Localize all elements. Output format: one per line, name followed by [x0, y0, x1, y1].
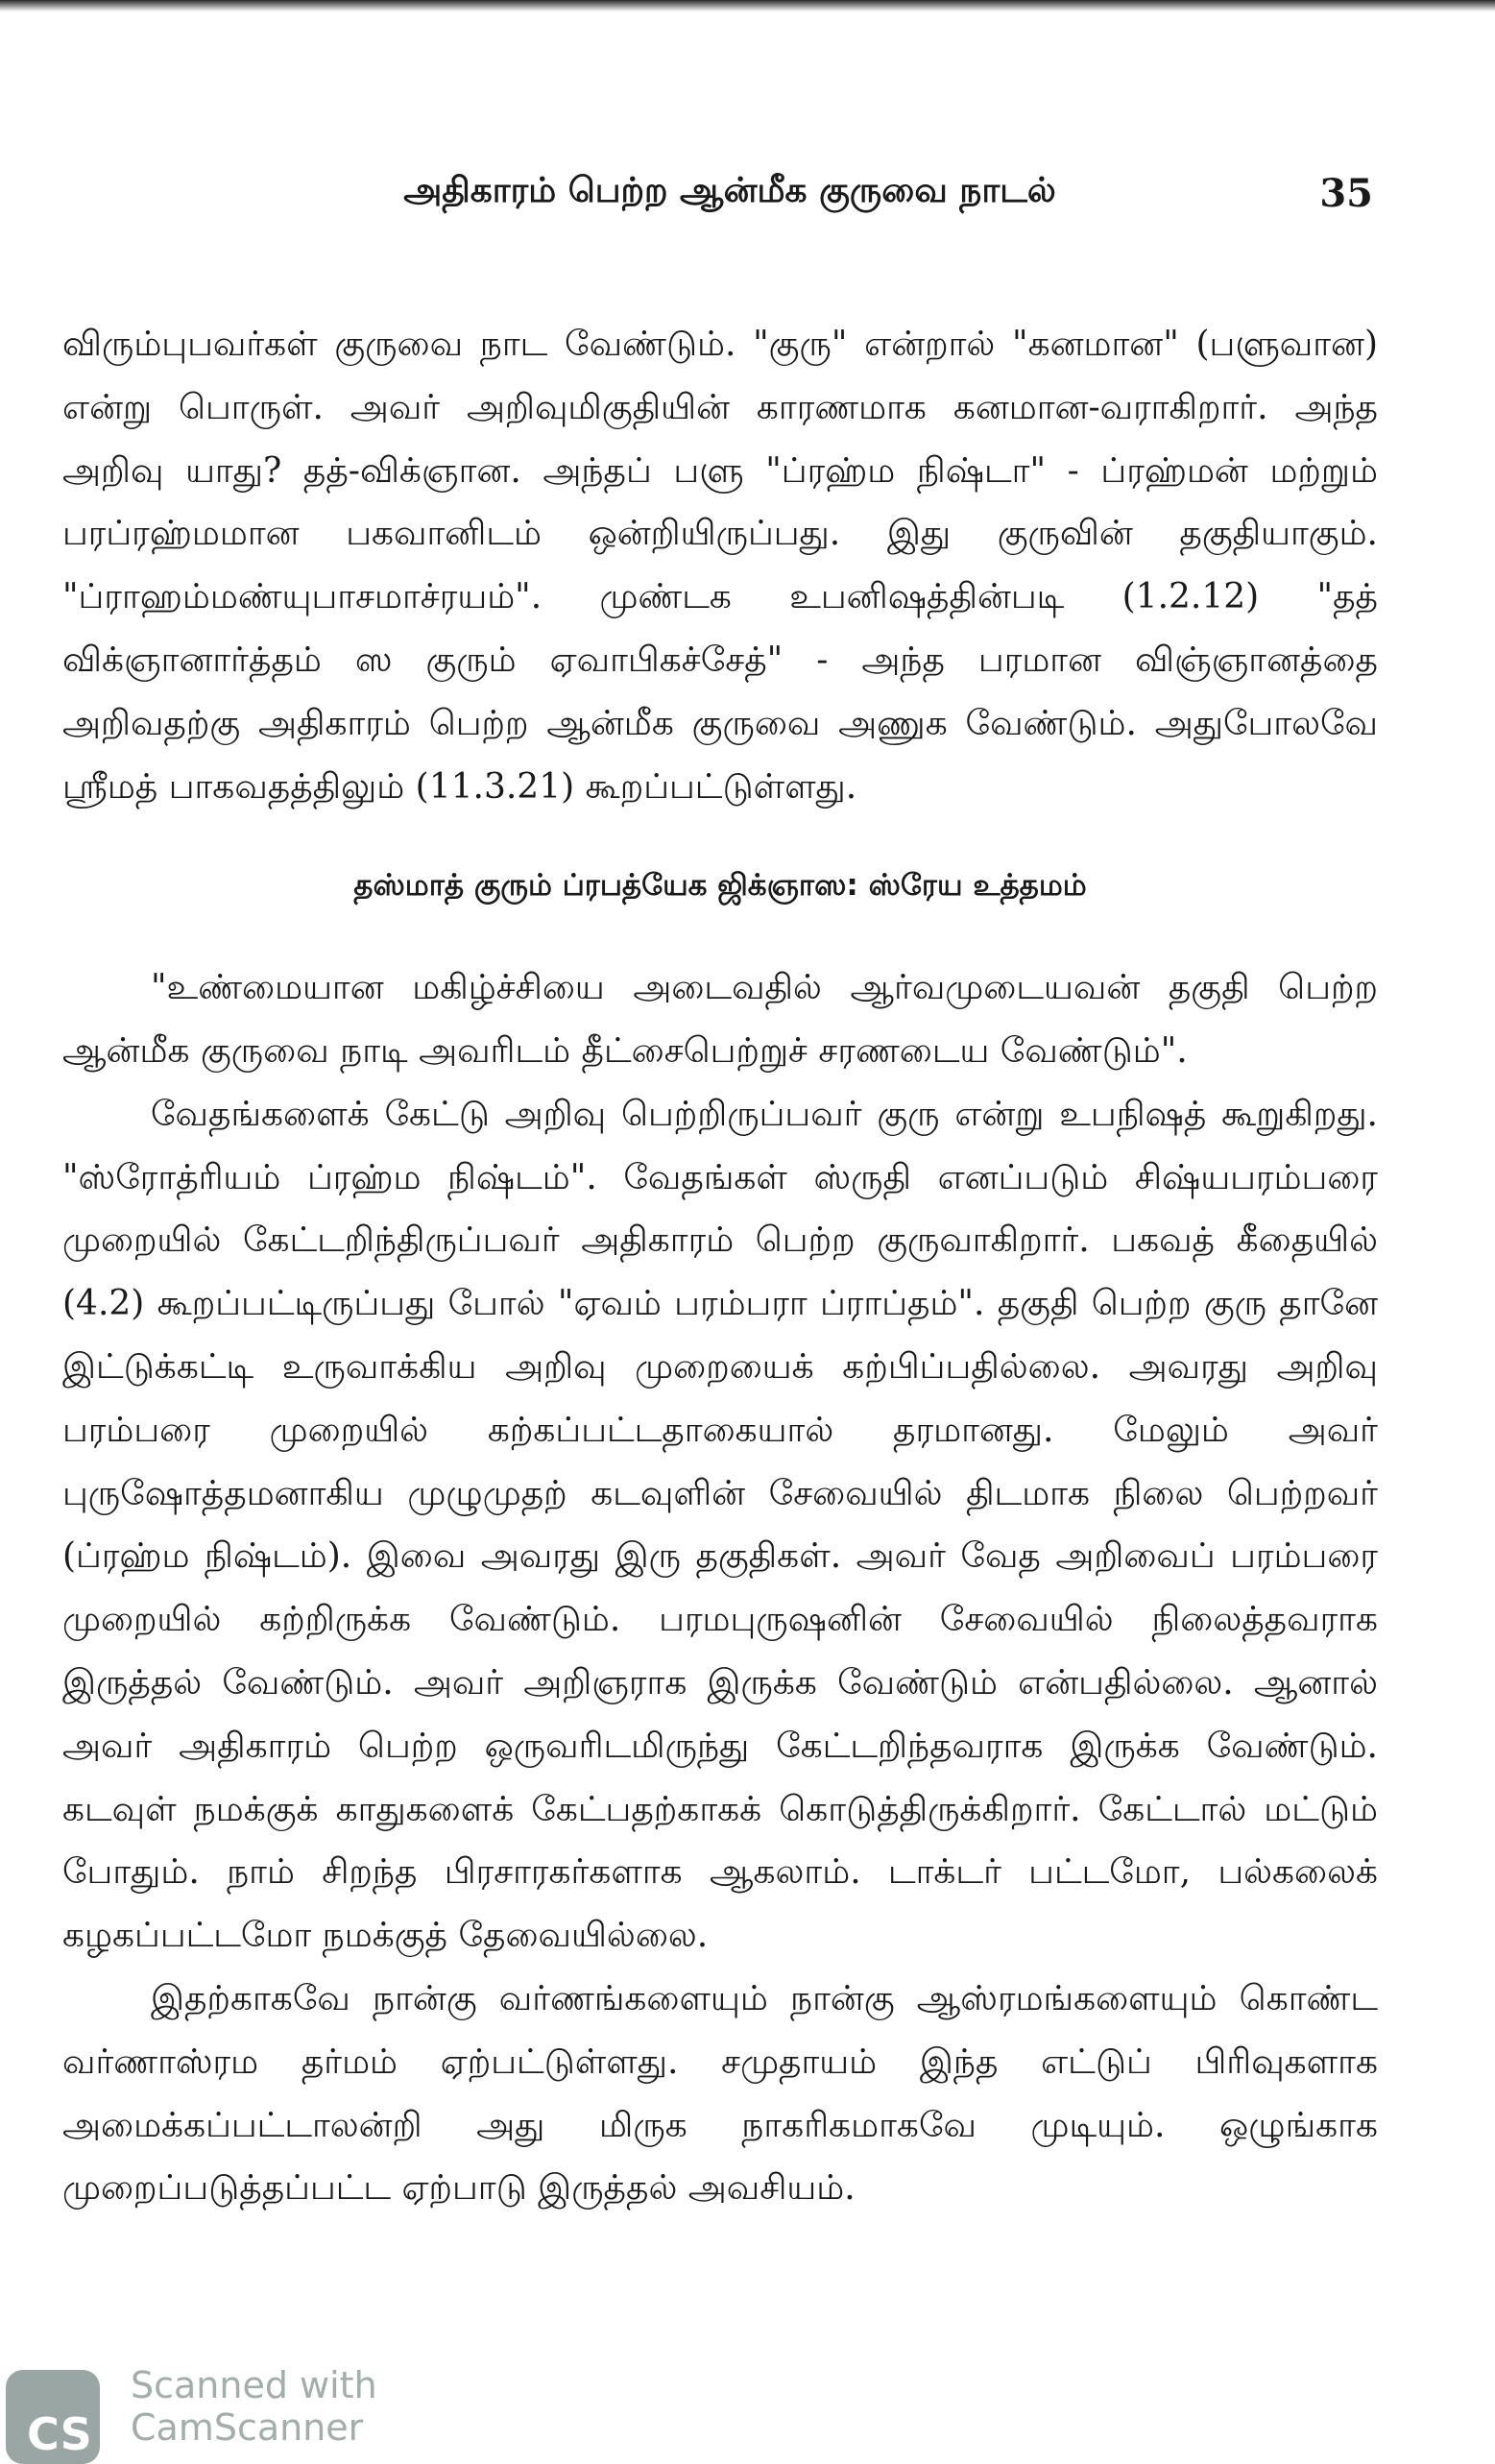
watermark-line-2: CamScanner [131, 2406, 364, 2449]
scan-top-shadow [0, 0, 1495, 12]
camscanner-logo-text: CS [27, 2408, 92, 2460]
camscanner-logo-icon [6, 2370, 100, 2464]
paragraph-1: விரும்புபவர்கள் குருவை நாட வேண்டும். "குரு" என்றால் "கனமான" (பளுவான) என்று பொருள். அவர் அறிவுமிகுதியின் காரணமாக கனமான-வராகிறார். அந்த அறிவு யாது? தத்-விக்ஞான. அந்தப் பளு "ப்ரஹ்ம நிஷ்டா" - ப்ரஹ்மன் மற்றும் பரப்ரஹ்மமான பகவானிடம் ஒன்றியிருப்பது. இது குருவின் தகுதியாகும். "ப்ராஹம்மண்யுபாசமாச்ரயம்". முண்டக உபனிஷத்தின்படி (1.2.12) "தத் விக்ஞானார்த்தம் ஸ குரும் ஏவாபிகச்சேத்" - அந்த பரமான விஞ்ஞானத்தை அறிவதற்கு அதிகாரம் பெற்ற ஆன்மீக குருவை அணுக வேண்டும். அதுபோலவே ஸ்ரீமத் பாகவதத்திலும் (11.3.21) கூறப்பட்டுள்ளது. [62, 325, 1378, 807]
paragraph-3: வேதங்களைக் கேட்டு அறிவு பெற்றிருப்பவர் குரு என்று உபநிஷத் கூறுகிறது. "ஸ்ரோத்ரியம் ப்ரஹ்ம நிஷ்டம்". வேதங்கள் ஸ்ருதி எனப்படும் சிஷ்யபரம்பரை முறையில் கேட்டறிந்திருப்பவர் அதிகாரம் பெற்ற குருவாகிறார். பகவத் கீதையில் (4.2) கூறப்பட்டிருப்பது போல் "ஏவம் பரம்பரா ப்ராப்தம்". தகுதி பெற்ற குரு தானே இட்டுக்கட்டி உருவாக்கிய அறிவு முறையைக் கற்பிப்பதில்லை. அவரது அறிவு பரம்பரை முறையில் கற்கப்பட்டதாகையால் தரமானது. மேலும் அவர் புருஷோத்தமனாகிய முழுமுதற் கடவுளின் சேவையில் திடமாக நிலை பெற்றவர் (ப்ரஹ்ம நிஷ்டம்). இவை அவரது இரு தகுதிகள். அவர் வேத அறிவைப் பரம்பரை முறையில் கற்றிருக்க வேண்டும். பரமபுருஷனின் சேவையில் நிலைத்தவராக இருத்தல் வேண்டும். அவர் அறிஞராக இருக்க வேண்டும் என்பதில்லை. ஆனால் அவர் அதிகாரம் பெற்ற ஒருவரிடமிருந்து கேட்டறிந்தவராக இருக்க வேண்டும். கடவுள் நமக்குக் காதுகளைக் கேட்பதற்காகக் கொடுத்திருக்கிறார். கேட்டால் மட்டும் போதும். நாம் சிறந்த பிரசாரகர்களாக ஆகலாம். டாக்டர் பட்டமோ, பல்கலைக் கழகப்பட்டமோ நமக்குத் தேவையில்லை. [62, 1094, 1378, 1956]
page-number: 35 [1319, 171, 1373, 216]
sanskrit-verse: தஸ்மாத் குரும் ப்ரபத்யேக ஜிக்ஞாஸ: ஸ்ரேய உத்தமம் [353, 868, 1087, 904]
camscanner-watermark [0, 2343, 403, 2460]
running-header-title: அதிகாரம் பெற்ற ஆன்மீக குருவை நாடல் [403, 171, 1056, 210]
watermark-line-1: Scanned with [131, 2364, 377, 2406]
paragraph-2-translation: "உண்மையான மகிழ்ச்சியை அடைவதில் ஆர்வமுடையவன் தகுதி பெற்ற ஆன்மீக குருவை நாடி அவரிடம் தீட்சைபெற்றுச் சரணடைய வேண்டும்". [62, 968, 1378, 1071]
body-text [62, 313, 1378, 2220]
paragraph-4: இதற்காகவே நான்கு வர்ணங்களையும் நான்கு ஆஸ்ரமங்களையும் கொண்ட வர்ணாஸ்ரம தர்மம் ஏற்பட்டுள்ளது. சமுதாயம் இந்த எட்டுப் பிரிவுகளாக அமைக்கப்பட்டாலன்றி அது மிருக நாகரிகமாகவே முடியும். ஒழுங்காக முறைப்படுத்தப்பட்ட ஏற்பாடு இருத்தல் அவசியம். [62, 1978, 1378, 2209]
